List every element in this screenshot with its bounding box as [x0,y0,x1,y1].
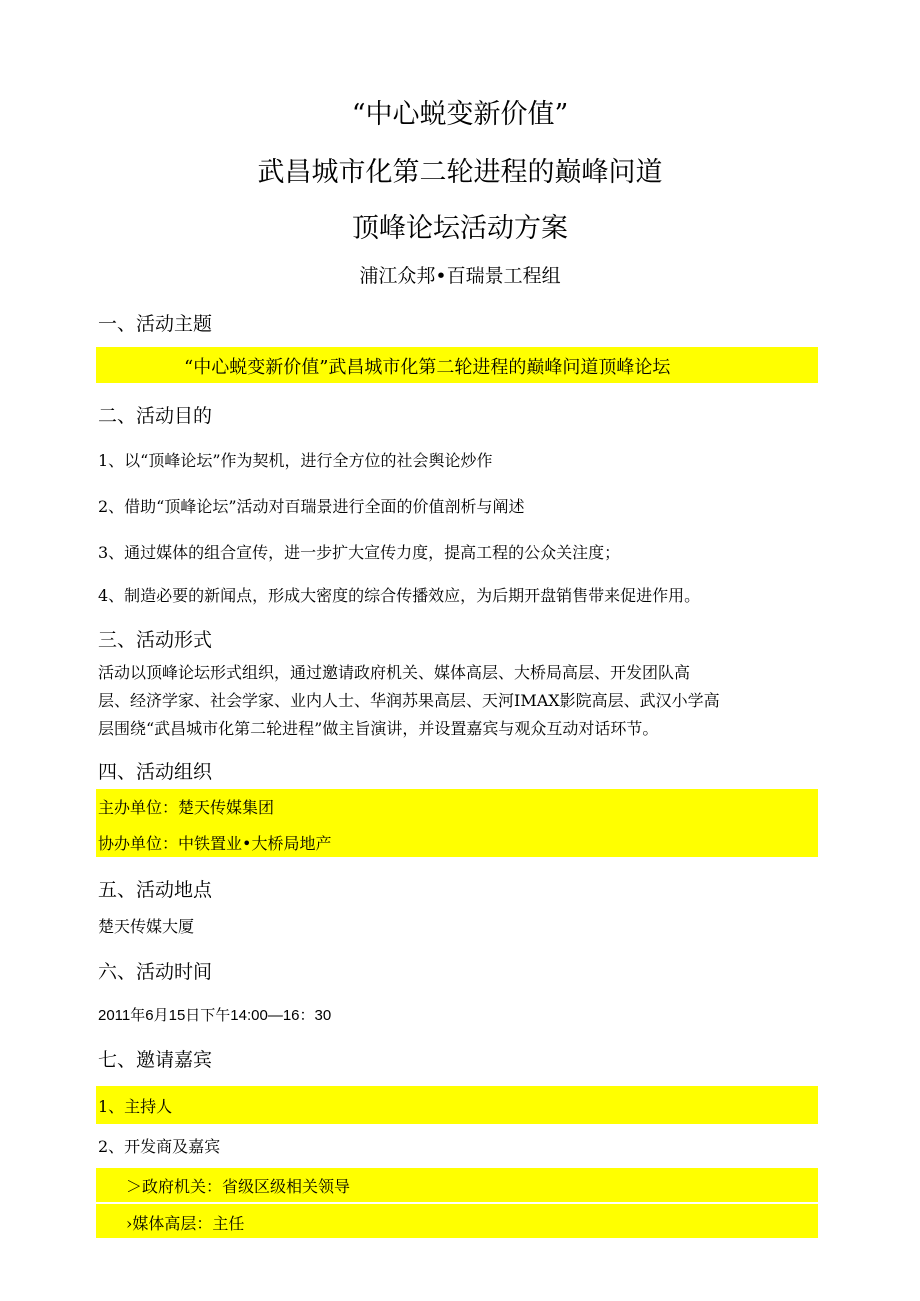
document-title-line-1: “中心蜕变新价值” [351,99,569,130]
theme-highlight [96,347,818,383]
purpose-item-3: 3、通过媒体的组合宣传，进一步扩大宣传力度，提高工程的公众关注度； [98,543,621,562]
organization-highlight [96,789,818,857]
section-heading-organization: 四、活动组织 [98,761,213,783]
guests-item-1: 1、主持人 [98,1097,173,1116]
guests-sub-1-highlight [96,1168,818,1202]
section-heading-time: 六、活动时间 [98,961,213,983]
guests-item-1-highlight [96,1086,818,1124]
theme-content: “中心蜕变新价值”武昌城市化第二轮进程的巅峰问道顶峰论坛 [184,357,671,378]
document-title-line-2: 武昌城市化第二轮进程的巅峰问道 [257,157,663,188]
section-heading-format: 三、活动形式 [98,629,213,651]
purpose-item-4: 4、制造必要的新闻点，形成大密度的综合传播效应，为后期开盘销售带来促进作用。 [98,586,701,605]
document-title-line-3: 顶峰论坛活动方案 [352,213,568,244]
guests-item-2: 2、开发商及嘉宾 [98,1137,221,1156]
section-heading-location: 五、活动地点 [98,879,213,901]
format-paragraph [98,659,820,743]
format-line-3: 层围绕“武昌城市化第二轮进程”做主旨演讲，并设置嘉宾与观众互动对话环节。 [98,719,659,738]
guests-sub-1: ＞政府机关：省级区级相关领导 [126,1177,351,1196]
section-heading-theme: 一、活动主题 [98,313,213,335]
format-line-2: 层、经济学家、社会学家、业内人士、华润苏果高层、天河IMAX影院高层、武汉小学高 [98,691,720,710]
guests-sub-2-highlight [96,1204,818,1238]
guests-sub-2: ›媒体高层：主任 [126,1214,245,1233]
purpose-item-2: 2、借助“顶峰论坛”活动对百瑞景进行全面的价值剖析与阐述 [98,497,525,516]
document-subtitle: 浦江众邦•百瑞景工程组 [359,265,561,287]
format-line-1: 活动以顶峰论坛形式组织，通过邀请政府机关、媒体高层、大桥局高层、开发团队高 [98,663,691,682]
section-heading-guests: 七、邀请嘉宾 [98,1049,213,1071]
section-heading-purpose: 二、活动目的 [98,405,213,427]
organization-cohost: 协办单位：中铁置业•大桥局地产 [98,834,332,853]
purpose-item-1: 1、以“顶峰论坛”作为契机，进行全方位的社会舆论炒作 [98,451,493,470]
location-content: 楚天传媒大厦 [98,917,195,936]
time-content: 2011年6月15日下午14:00—16：30 [98,1007,332,1024]
organization-host: 主办单位：楚天传媒集团 [98,798,275,817]
